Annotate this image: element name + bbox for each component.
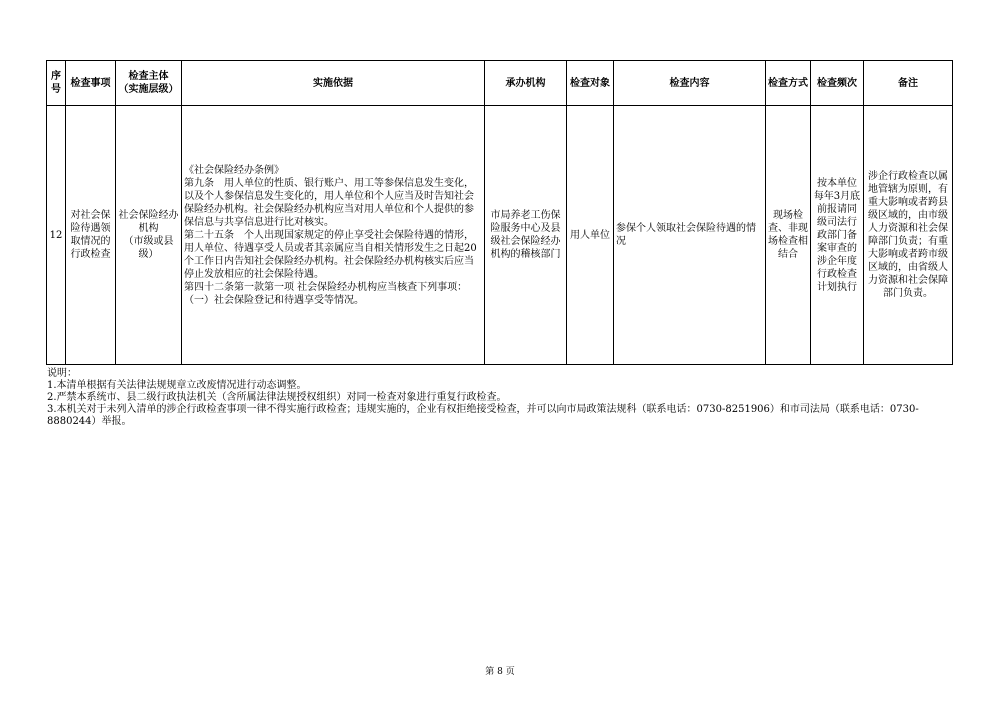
table-row (47, 106, 953, 365)
note-item-1: 1.本清单根据有关法律法规规章立改废情况进行动态调整。 (47, 380, 307, 391)
cell-frequency: 按本单位每年3月底前报请同级司法行政部门备案审查的涉企年度行政检查计划执行 (811, 106, 864, 365)
cell-target: 用人单位 (567, 106, 614, 365)
cell-agency: 市局养老工伤保险服务中心及县级社会保险经办机构的稽核部门 (485, 106, 567, 365)
header-method: 检查方式 (766, 61, 811, 106)
header-basis: 实施依据 (182, 61, 485, 106)
header-remark: 备注 (864, 61, 953, 106)
header-no: 序号 (47, 61, 66, 106)
page-number: 第 8 页 (485, 667, 515, 677)
header-agency: 承办机构 (485, 61, 567, 106)
note-item-2: 2.严禁本系统市、县二级行政执法机关（含所属法律法规授权组织）对同一检查对象进行重复行政检查。 (47, 392, 507, 403)
inspection-table (46, 60, 953, 365)
header-subject: 检查主体 （实施层级） (116, 61, 182, 106)
note-item-3: 3.本机关对于未列入清单的涉企行政检查事项一律不得实施行政检查；违规实施的，企业有权拒绝接受检查，并可以向市局政策法规科（联系电话：0730-8251906）和市司法局（联系电话：0730-8880244）举报。 (47, 404, 919, 427)
cell-method: 现场检查、非现场检查相结合 (766, 106, 811, 365)
cell-basis: 《社会保险经办条例》 第九条 用人单位的性质、银行账户、用工等参保信息发生变化，以及个人参保信息发生变化的，用人单位和个人应当及时告知社会保险经办机构。社会保险经办机构应当对用人单位和个人提供的参保信息与共享信息进行比对核实。 第二十五条 个人出现国家规定的停止享受社会保险待遇的情形，用人单位、待遇享受人员或者其亲属应当自相关情形发生之日起20个工作日内告知社会保险经办机构。社会保险经办机构核实后应当停止发放相应的社会保险待遇。 第四十二条第一款第一项 社会保险经办机构应当核查下列事项： （一）社会保险登记和待遇享受等情况。 (182, 106, 485, 365)
cell-no: 12 (47, 106, 66, 365)
header-content: 检查内容 (614, 61, 766, 106)
notes-section (47, 368, 947, 428)
notes-title: 说明： (47, 368, 77, 379)
header-item: 检查事项 (66, 61, 116, 106)
header-frequency: 检查频次 (811, 61, 864, 106)
table-header-row (47, 61, 953, 106)
header-target: 检查对象 (567, 61, 614, 106)
cell-subject: 社会保险经办机构 （市级或县级） (116, 106, 182, 365)
cell-item: 对社会保险待遇领取情况的行政检查 (66, 106, 116, 365)
cell-content: 参保个人领取社会保险待遇的情况 (614, 106, 766, 365)
cell-remark: 涉企行政检查以属地管辖为原则，有重大影响或者跨县级区域的，由市级人力资源和社会保障部门负责；有重大影响或者跨市级区域的，由省级人力资源和社会保障部门负责。 (864, 106, 953, 365)
